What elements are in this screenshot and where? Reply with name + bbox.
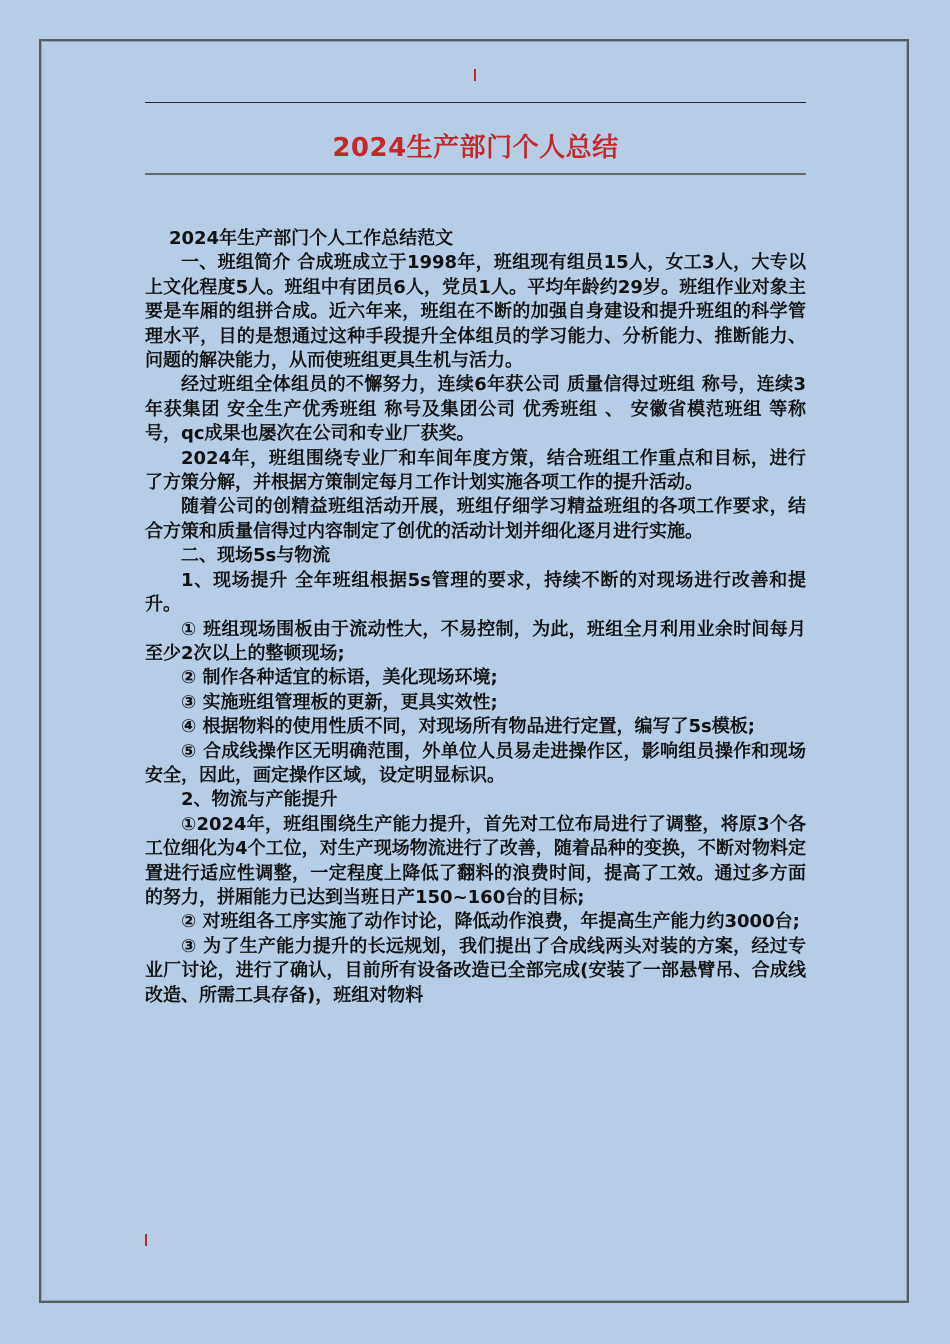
- paragraph: ② 制作各种适宜的标语，美化现场环境;: [181, 667, 498, 689]
- paragraph: 2024年生产部门个人工作总结范文: [169, 228, 454, 249]
- document-title: 2024生产部门个人总结: [332, 133, 619, 163]
- paragraph: ①2024年，班组围绕生产能力提升，首先对工位布局进行了调整，将原3个各工位细化为4个工位，对生产现场物流进行了改善，随着品种的变换，不断对物料定置进行适应性调整，一定程度上降低了翻料的浪费时间，提高了工效。通过多方面的努力，拼厢能力已达到当班日产150~160台的目标;: [145, 813, 806, 908]
- paragraph: ① 班组现场围板由于流动性大，不易控制，为此，班组全月利用业余时间每月至少2次以上的整顿现场;: [145, 618, 806, 664]
- paragraph: ⑤ 合成线操作区无明确范围，外单位人员易走进操作区，影响组员操作和现场安全，因此，画定操作区域，设定明显标识。: [145, 740, 806, 786]
- footer-mark: [145, 1234, 147, 1246]
- paragraph: 一、班组简介 合成班成立于1998年，班组现有组员15人，女工3人，大专以上文化程度5人。班组中有团员6人，党员1人。平均年龄约29岁。班组作业对象主要是车厢的组拼合成。近六年来，班组在不断的加强自身建设和提升班组的科学管理水平，目的是想通过这种手段提升全体组员的学习能力、分析能力、推断能力、问题的解决能力，从而使班组更具生机与活力。: [145, 252, 806, 372]
- paragraph: ③ 为了生产能力提升的长远规划，我们提出了合成线两头对装的方案，经过专业厂讨论，进行了确认，目前所有设备改造已全部完成(安装了一部悬臂吊、合成线改造、所需工具存备)，班组对物料: [145, 935, 806, 1006]
- paragraph: ④ 根据物料的使用性质不同，对现场所有物品进行定置，编写了5s模板;: [181, 716, 755, 738]
- paragraph: ③ 实施班组管理板的更新，更具实效性;: [181, 691, 498, 713]
- paragraph: 经过班组全体组员的不懈努力，连续6年获公司 质量信得过班组 称号，连续3年获集团 安全生产优秀班组 称号及集团公司 优秀班组 、 安徽省模范班组 等称号，qc成果也屡次在公司和专业厂获奖。: [145, 374, 806, 445]
- paragraph: 1、现场提升 全年班组根据5s管理的要求，持续不断的对现场进行改善和提升。: [145, 569, 806, 616]
- paragraph: 2024年，班组围绕专业厂和车间年度方策，结合班组工作重点和目标，进行了方策分解，并根据方策制定每月工作计划实施各项工作的提升活动。: [145, 447, 806, 494]
- paragraph: 2、物流与产能提升: [181, 789, 338, 811]
- paragraph: 随着公司的创精益班组活动开展，班组仔细学习精益班组的各项工作要求，结合方策和质量信得过内容制定了创优的活动计划并细化逐月进行实施。: [145, 496, 806, 542]
- paragraph: ② 对班组各工序实施了动作讨论，降低动作浪费，年提高生产能力约3000台;: [181, 911, 800, 933]
- header-rule: [145, 102, 806, 103]
- header-mark: [474, 69, 476, 81]
- paragraph: 二、现场5s与物流: [181, 545, 331, 567]
- document-body: [145, 227, 806, 1008]
- title-rule: [145, 173, 806, 175]
